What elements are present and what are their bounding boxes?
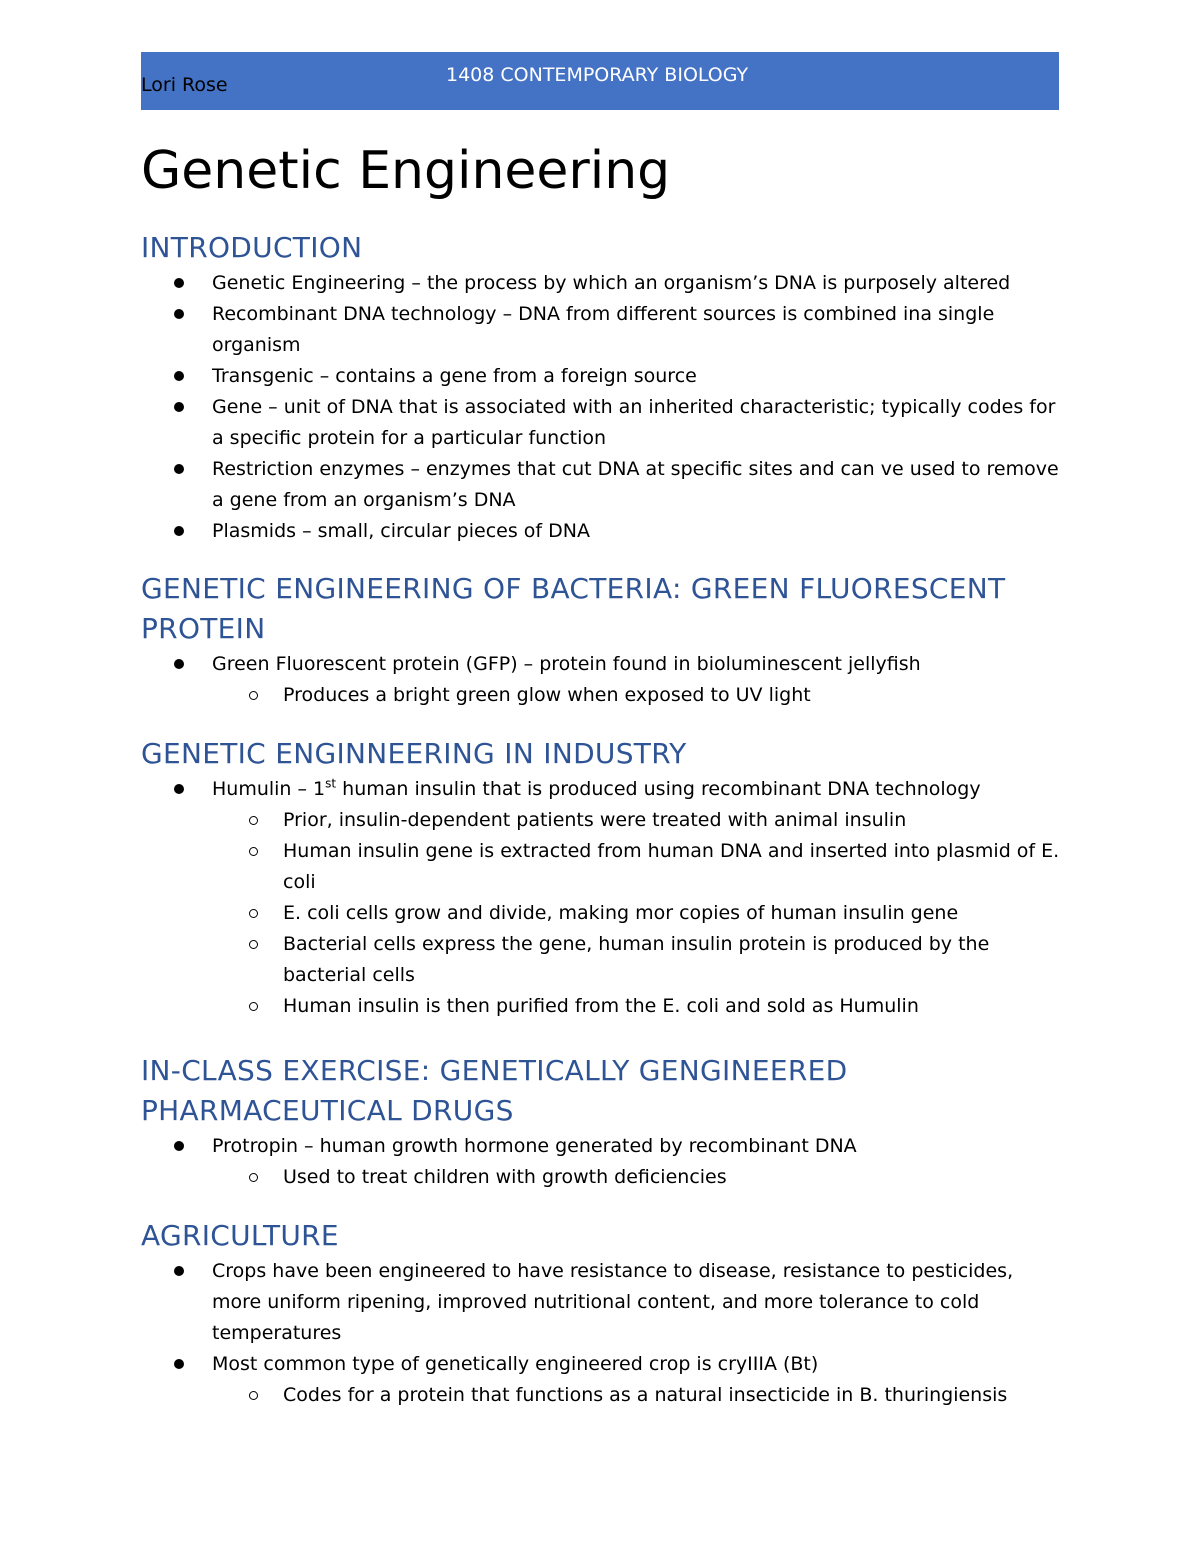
section-heading: GENETIC ENGINNEERING IN INDUSTRY: [141, 737, 687, 770]
hollow-bullet-icon: [249, 816, 258, 825]
bullet-list: [141, 649, 1061, 711]
sub-list-item: Bacterial cells express the gene, human insulin protein is produced by the bacterial cells: [141, 929, 1061, 991]
list-item: Restriction enzymes – enzymes that cut DNA at specific sites and can ve used to remove a gene from an organism’s DNA: [141, 454, 1061, 516]
document-title: Genetic Engineering: [141, 141, 671, 201]
section-in-class-exercise: [141, 1051, 1061, 1193]
sub-list-item: Used to treat children with growth deficiencies: [141, 1162, 1061, 1193]
sub-list-item: E. coli cells grow and divide, making mor copies of human insulin gene: [141, 898, 1061, 929]
bullet-list: [141, 774, 1061, 1022]
list-item: Humulin – 1st human insulin that is produced using recombinant DNA technology: [141, 774, 1061, 805]
bullet-icon: [174, 1266, 184, 1276]
list-item: Green Fluorescent protein (GFP) – protein found in bioluminescent jellyfish: [141, 649, 1061, 680]
hollow-bullet-icon: [249, 940, 258, 949]
list-item: Protropin – human growth hormone generated by recombinant DNA: [141, 1131, 1061, 1162]
list-item: Transgenic – contains a gene from a foreign source: [141, 361, 1061, 392]
list-item: Plasmids – small, circular pieces of DNA: [141, 516, 1061, 547]
section-heading: GENETIC ENGINEERING OF BACTERIA: GREEN FLUORESCENT PROTEIN: [141, 572, 1006, 645]
section-bacteria-gfp: [141, 569, 1061, 711]
list-item: Genetic Engineering – the process by which an organism’s DNA is purposely altered: [141, 268, 1061, 299]
hollow-bullet-icon: [249, 1391, 258, 1400]
bullet-icon: [174, 526, 184, 536]
list-item: Recombinant DNA technology – DNA from different sources is combined ina single organism: [141, 299, 1061, 361]
sub-list-item: Codes for a protein that functions as a natural insecticide in B. thuringiensis: [141, 1380, 1061, 1411]
sub-list-item: Prior, insulin-dependent patients were treated with animal insulin: [141, 805, 1061, 836]
bullet-list: [141, 1131, 1061, 1193]
header-author: Lori Rose: [141, 74, 228, 96]
bullet-icon: [174, 309, 184, 319]
sub-list-item: Human insulin gene is extracted from human DNA and inserted into plasmid of E. coli: [141, 836, 1061, 898]
section-industry: [141, 734, 1061, 1022]
bullet-icon: [174, 1359, 184, 1369]
hollow-bullet-icon: [249, 1173, 258, 1182]
section-heading: INTRODUCTION: [141, 231, 363, 264]
list-item: Crops have been engineered to have resistance to disease, resistance to pesticides, more uniform ripening, improved nutritional content, and more tolerance to cold temperatures: [141, 1256, 1061, 1349]
sub-list-item: Produces a bright green glow when exposed to UV light: [141, 680, 1061, 711]
hollow-bullet-icon: [249, 691, 258, 700]
list-item: Most common type of genetically engineered crop is cryIIIA (Bt): [141, 1349, 1061, 1380]
bullet-list: [141, 268, 1061, 547]
header-course-title: 1408 CONTEMPORARY BIOLOGY: [446, 64, 749, 86]
section-heading: IN-CLASS EXERCISE: GENETICALLY GENGINEERED PHARMACEUTICAL DRUGS: [141, 1054, 848, 1127]
bullet-icon: [174, 1141, 184, 1151]
bullet-icon: [174, 659, 184, 669]
section-heading: AGRICULTURE: [141, 1219, 339, 1252]
bullet-list: [141, 1256, 1061, 1411]
bullet-icon: [174, 371, 184, 381]
list-item: Gene – unit of DNA that is associated with an inherited characteristic; typically codes for a specific protein for a particular function: [141, 392, 1061, 454]
hollow-bullet-icon: [249, 909, 258, 918]
bullet-icon: [174, 784, 184, 794]
bullet-icon: [174, 464, 184, 474]
bullet-icon: [174, 402, 184, 412]
section-agriculture: [141, 1216, 1061, 1411]
hollow-bullet-icon: [249, 847, 258, 856]
bullet-icon: [174, 278, 184, 288]
hollow-bullet-icon: [249, 1002, 258, 1011]
superscript: st: [325, 776, 337, 791]
section-introduction: [141, 228, 1061, 547]
sub-list-item: Human insulin is then purified from the E. coli and sold as Humulin: [141, 991, 1061, 1022]
